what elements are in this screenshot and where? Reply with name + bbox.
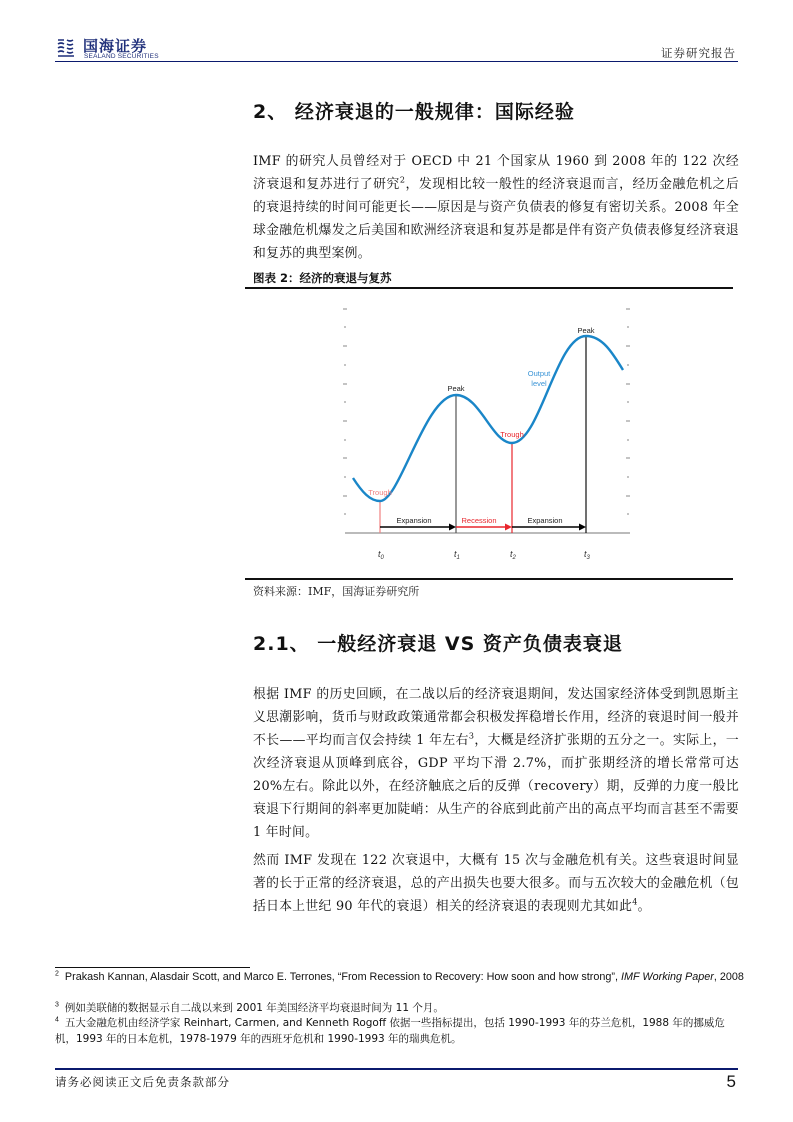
- paragraph-text: ，大概是经济扩张期的五分之一。实际上，一次经济衰退从顶峰到底谷，GDP 平均下滑 2.7%，而扩张期经济的增长常常可达 20%左右。除此以外，在经济触底之后的反弹（recovery）期，反弹的力度一般比衰退下行期间的斜率更加陡峭：从生产的谷底到此前产出的高点平均而言甚至不需要 1 年时间。: [253, 733, 739, 840]
- subsection-heading: 2.1、 一般经济衰退 VS 资产负债表衰退: [253, 633, 623, 655]
- time-label-t1: $t_1$: [454, 549, 460, 561]
- figure-bottom-rule: [245, 578, 733, 580]
- footnote-ref-3[interactable]: 3: [468, 731, 475, 741]
- footnote-ref-2[interactable]: 2: [399, 175, 406, 185]
- disclaimer-notice: 请务必阅读正文后免责条款部分: [55, 1075, 230, 1089]
- figure-source: 资料来源：IMF，国海证券研究所: [253, 585, 420, 598]
- time-label-t3: $t_3$: [584, 549, 590, 561]
- footnote-number: 2: [55, 970, 59, 978]
- phase-label-expansion: Expansion: [396, 516, 432, 525]
- paragraph-text: 。: [637, 899, 651, 914]
- footnote-divider: [55, 967, 250, 968]
- footnote-2: [55, 970, 745, 986]
- paragraph-text: 然而 IMF 发现在 122 次衰退中，大概有 15 次与金融危机有关。这些衰退时间显著的长于正常的经济衰退，总的产出损失也要大很多。而与五次较大的金融危机（包括日本上世纪 90 年代的衰退）相关的经济衰退的表现则尤其如此: [253, 853, 739, 914]
- footnote-ref-4[interactable]: 4: [632, 897, 638, 907]
- time-label-t0: $t_0$: [378, 549, 384, 561]
- peak-label: Peak: [577, 326, 595, 335]
- footnote-text: Prakash Kannan, Alasdair Scott, and Marco E. Terrones, “From Recession to Recovery: How soon and how strong”,: [64, 971, 622, 983]
- footnote-text: 五大金融危机由经济学家 Reinhart, Carmen, and Kenneth Rogoff 依据一些指标提出，包括 1990-1993 年的芬兰危机，1988 年的挪威危机，1993 年的日本危机，1978-1979 年的西班牙危机和 1990-1993 年的瑞典危机。: [55, 1017, 725, 1045]
- output-label: Output: [527, 369, 551, 378]
- time-label-t2: $t_2$: [510, 549, 516, 561]
- footnote-number: 4: [55, 1016, 59, 1024]
- footnote-4: [55, 1016, 745, 1047]
- output-level-curve: [353, 336, 623, 501]
- footnote-text: , 2008: [713, 971, 744, 983]
- paragraph-text: IMF 的研究人员曾经对于 OECD 中 21 个国家从 1960 到 2008 年的 122 次经济衰退和复苏进行了研究: [253, 154, 739, 192]
- output-label: level: [531, 379, 547, 388]
- page-number: 5: [726, 1072, 736, 1091]
- footnote-journal: IMF Working Paper: [621, 971, 714, 983]
- paragraph-text: ，发现相比较一般性的经济衰退而言，经历金融危机之后的衰退持续的时间可能更长——原因是与资产负债表的修复有密切关系。2008 年全球金融危机爆发之后美国和欧洲经济衰退和复苏是都是伴有资产负债表修复经济衰退和复苏的典型案例。: [253, 177, 739, 261]
- logo-text-en: SEALAND SECURITIES: [84, 53, 159, 60]
- axis-ticks: [343, 309, 630, 514]
- phase-label-recession: Recession: [461, 516, 497, 525]
- footnote-text: 例如美联储的数据显示自二战以来到 2001 年美国经济平均衰退时间为 11 个月。: [64, 1002, 444, 1014]
- phase-label-expansion: Expansion: [527, 516, 563, 525]
- recession-recovery-chart: [330, 295, 640, 570]
- logo-icon: [56, 37, 76, 59]
- trough-label: Trough: [500, 430, 524, 439]
- paragraph-history: [253, 683, 739, 844]
- figure-top-rule: [245, 287, 733, 289]
- section-heading: 2、 经济衰退的一般规律：国际经验: [253, 101, 575, 123]
- figure-title: 图表 2：经济的衰退与复苏: [253, 271, 392, 285]
- trough-label: Trough: [368, 488, 392, 497]
- paragraph-text: 根据 IMF 的历史回顾，在二战以后的经济衰退期间，发达国家经济体受到凯恩斯主义思潮影响，货币与财政政策通常都会积极发挥稳增长作用，经济的衰退时间一般并不长——平均而言仅会持续 1 年左右: [253, 687, 739, 748]
- logo-text-cn: 国海证券: [83, 37, 148, 55]
- document-type: 证券研究报告: [661, 46, 736, 60]
- paragraph-intro: [253, 150, 739, 265]
- header-divider: [55, 61, 738, 62]
- footer-divider: [55, 1068, 738, 1070]
- paragraph-financial-crisis: [253, 849, 739, 918]
- footnote-number: 3: [55, 1001, 59, 1009]
- peak-label: Peak: [447, 384, 465, 393]
- footnote-3: [55, 1001, 745, 1017]
